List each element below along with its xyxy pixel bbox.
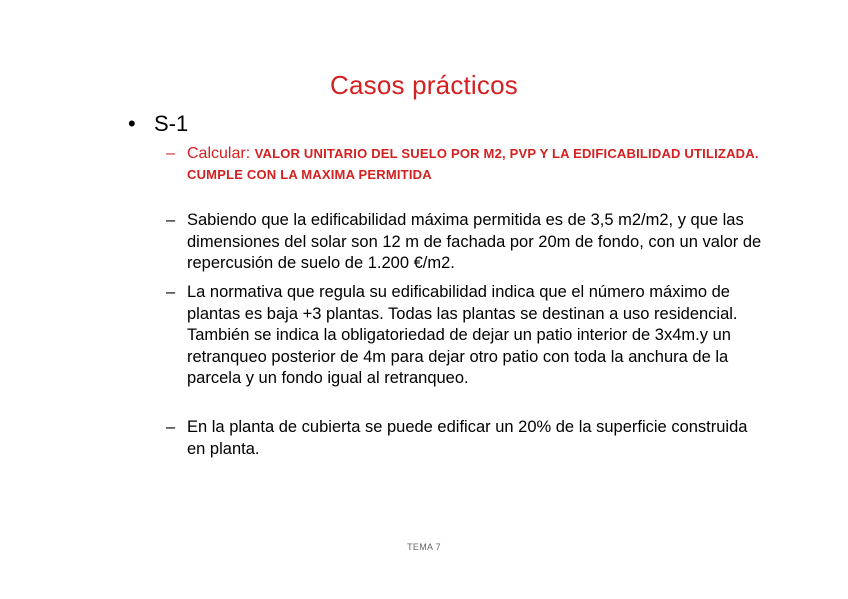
dash-marker: – — [166, 418, 176, 436]
dash-marker: – — [166, 211, 176, 229]
list-item — [166, 417, 766, 460]
item-text-roof: En la planta de cubierta se puede edificar un 20% de la superficie construida en planta. — [187, 418, 748, 458]
calculate-text — [187, 143, 766, 185]
list-item — [166, 210, 766, 275]
item-text-regulation: La normativa que regula su edificabilidad indica que el número máximo de plantas es baja +3 plantas. Todas las plantas se destinan a uso residencial. También se indica la obligatoriedad de dejar un patio interior de 3x4m.y un retranqueo posterior de 4m para dejar otro patio con toda la anchura de la parcela y un fondo igual al retranqueo. — [187, 283, 738, 388]
item-text-buildability: Sabiendo que la edificabilidad máxima permitida es de 3,5 m2/m2, y que las dimensiones del solar son 12 m de fachada por 20m de fondo, con un valor de repercusión de suelo de 1.200 €/m2. — [187, 211, 762, 273]
calculate-label: Calcular: — [187, 145, 255, 162]
bullet-s1-label: S-1 — [154, 111, 189, 136]
bullet-s1 — [128, 111, 188, 137]
calculate-item — [166, 143, 766, 185]
slide-footer: TEMA 7 — [407, 542, 441, 552]
list-item — [166, 282, 766, 390]
dash-marker: – — [166, 283, 176, 301]
bullet-marker: • — [128, 111, 136, 136]
calculate-objectives: VALOR UNITARIO DEL SUELO POR M2, PVP Y LA EDIFICABILIDAD UTILIZADA. CUMPLE CON LA MAXIMA PERMITIDA — [187, 146, 759, 182]
dash-marker: – — [166, 145, 175, 162]
slide-title: Casos prácticos — [330, 70, 518, 100]
